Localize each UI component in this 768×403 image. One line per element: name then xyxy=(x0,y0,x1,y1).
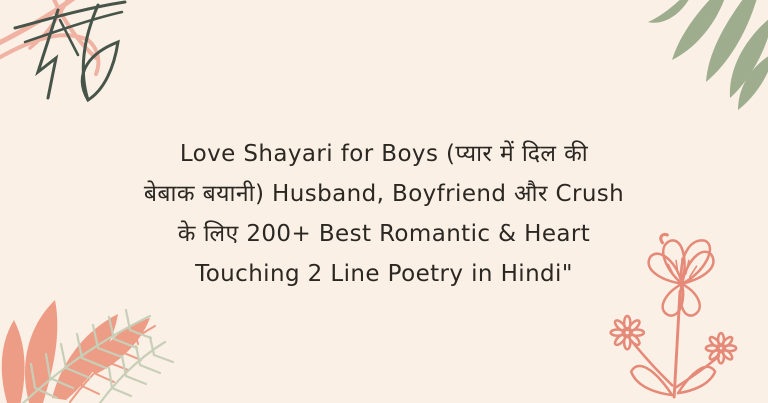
lily-line-sketch-icon xyxy=(0,0,140,115)
title-line-3: के लिए 200+ Best Romantic & Heart xyxy=(177,221,591,247)
title-line-4: Touching 2 Line Poetry in Hindi" xyxy=(195,261,573,287)
title-line-1: Love Shayari for Boys (प्यार में दिल की xyxy=(179,141,589,167)
sage-leaf-cluster-icon xyxy=(618,0,768,125)
banner-title xyxy=(0,134,768,294)
title-line-2: बेबाक बयानी) Husband, Boyfriend और Crush xyxy=(143,181,625,207)
